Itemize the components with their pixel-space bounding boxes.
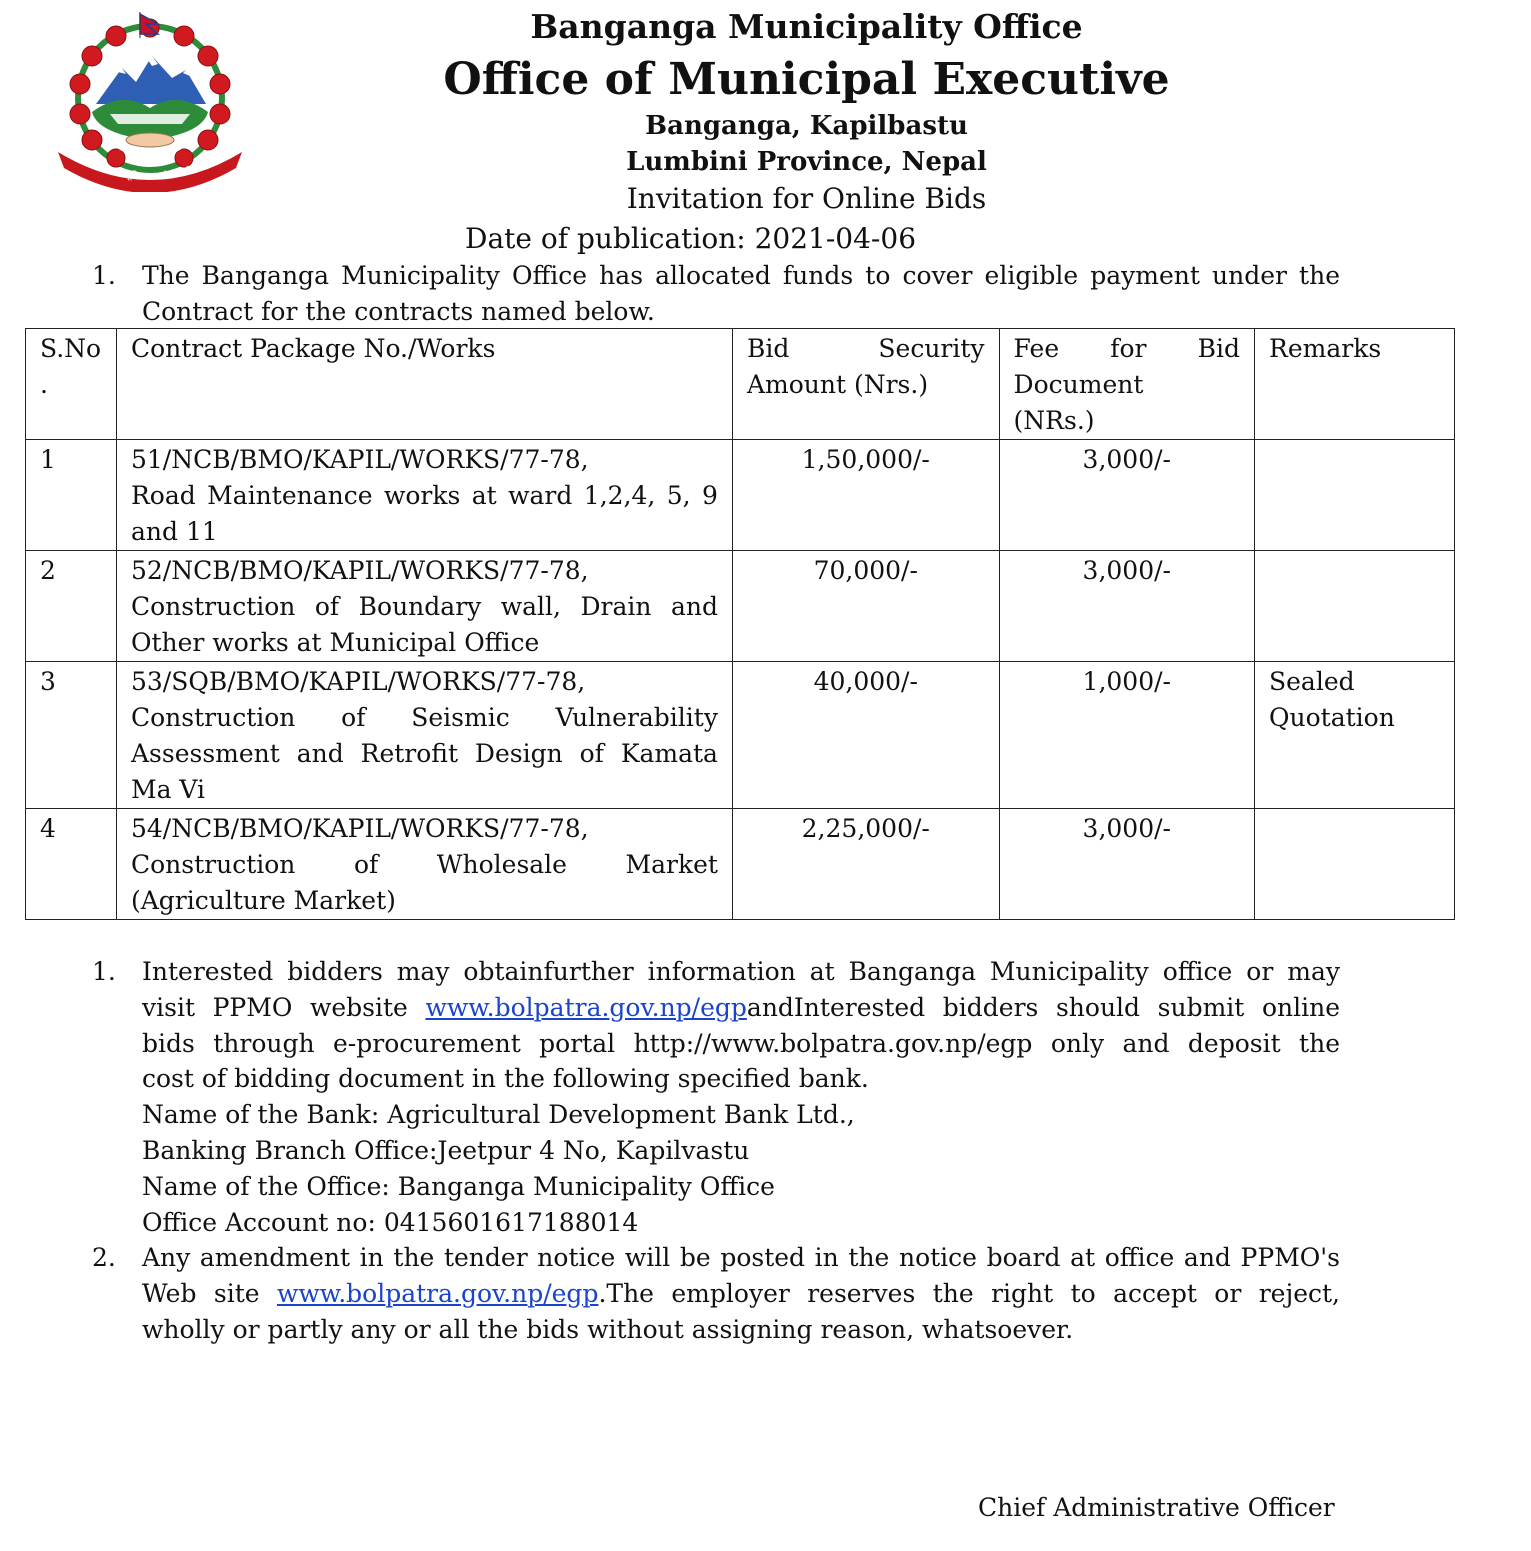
table-row xyxy=(26,662,1455,809)
header-sno-text: S.No xyxy=(40,334,102,363)
intro-line-2: Contract for the contracts named below. xyxy=(142,296,655,326)
row-sno: 1 xyxy=(26,440,117,551)
row-remarks xyxy=(1255,809,1455,920)
info-line-2 xyxy=(142,990,1340,1026)
row-fee: 3,000/- xyxy=(999,809,1254,920)
header-bid-security xyxy=(732,329,999,440)
row-fee: 3,000/- xyxy=(999,551,1254,662)
emblem-motto: जननी जन्मभूमिश्च स्वर्गादपि गरीयसी xyxy=(88,159,207,183)
header-bid-security-c: Amount (Nrs.) xyxy=(746,370,929,399)
header-bid-security-a: Bid xyxy=(746,334,790,363)
nepal-government-emblem-icon xyxy=(52,12,248,192)
header-bid-security-b: Security xyxy=(878,334,985,363)
table-row xyxy=(26,551,1455,662)
row-package-no: 53/SQB/BMO/KAPIL/WORKS/77-78, xyxy=(130,667,586,696)
info-line-3: bids through e-procurement portal http://www.bolpatra.gov.np/egp only and deposit the xyxy=(142,1028,1340,1058)
row-remarks xyxy=(1255,551,1455,662)
header-fee-b: for xyxy=(1110,334,1147,363)
header-sno-dot: . xyxy=(40,370,48,399)
row-remarks xyxy=(1255,662,1455,809)
table-header-row xyxy=(26,329,1455,440)
row-work-line-2: Assessment and Retrofit Design of Kamata xyxy=(130,739,718,768)
executive-title: Office of Municipal Executive xyxy=(443,54,1170,105)
row-sno: 4 xyxy=(26,809,117,920)
row-bid-security: 70,000/- xyxy=(732,551,999,662)
row-work-line-3: Ma Vi xyxy=(130,775,206,804)
row-package-no: 52/NCB/BMO/KAPIL/WORKS/77-78, xyxy=(130,556,589,585)
notice-title: Invitation for Online Bids xyxy=(626,182,987,215)
row-package xyxy=(116,551,732,662)
table-row xyxy=(26,809,1455,920)
row-remarks xyxy=(1255,440,1455,551)
row-sno: 2 xyxy=(26,551,117,662)
amendment-number: 2. xyxy=(92,1243,116,1272)
office-province: Lumbini Province, Nepal xyxy=(626,147,987,177)
row-work-line-2: Other works at Municipal Office xyxy=(130,628,540,657)
info-line-4: cost of bidding document in the following specified bank. xyxy=(142,1064,869,1094)
bolpatra-link-2[interactable]: www.bolpatra.gov.np/egp xyxy=(276,1278,599,1308)
header-remarks: Remarks xyxy=(1255,329,1455,440)
row-package xyxy=(116,809,732,920)
table-row xyxy=(26,440,1455,551)
row-package xyxy=(116,440,732,551)
row-work-line-1: Construction of Seismic Vulnerability xyxy=(130,703,718,732)
row-bid-security: 40,000/- xyxy=(732,662,999,809)
row-work-line-1: Road Maintenance works at ward 1,2,4, 5, 9 xyxy=(130,481,718,510)
row-package-no: 51/NCB/BMO/KAPIL/WORKS/77-78, xyxy=(130,445,589,474)
header-sno xyxy=(26,329,117,440)
header-package: Contract Package No./Works xyxy=(116,329,732,440)
signature-title: Chief Administrative Officer xyxy=(978,1493,1335,1522)
amendment-line-2-pre: Web site xyxy=(142,1278,277,1308)
bids-table xyxy=(25,328,1455,920)
intro-number: 1. xyxy=(92,261,116,290)
row-fee: 1,000/- xyxy=(999,662,1254,809)
publication-date: Date of publication: 2021-04-06 xyxy=(465,222,917,255)
row-fee: 3,000/- xyxy=(999,440,1254,551)
row-work-line-1: Construction of Boundary wall, Drain and xyxy=(130,592,718,621)
header-fee-c: Bid xyxy=(1197,334,1241,363)
info-line-2-post: andInterested bidders should submit online xyxy=(746,992,1341,1022)
header-fee-d: Document xyxy=(1013,370,1144,399)
header-fee-a: Fee xyxy=(1013,334,1060,363)
amendment-line-3: wholly or partly any or all the bids without assigning reason, whatsoever. xyxy=(142,1314,1074,1344)
info-line-1: Interested bidders may obtainfurther information at Banganga Municipality office or may xyxy=(142,957,1340,986)
intro-line-1: The Banganga Municipality Office has allocated funds to cover eligible payment under the xyxy=(142,261,1340,290)
row-remarks-line-2: Quotation xyxy=(1269,703,1395,732)
row-bid-security: 2,25,000/- xyxy=(732,809,999,920)
amendment-line-1: Any amendment in the tender notice will be posted in the notice board at office and PPMO's xyxy=(142,1243,1340,1272)
row-work-line-1: Construction of Wholesale Market xyxy=(130,850,718,879)
row-remarks-line-1: Sealed xyxy=(1269,667,1355,696)
row-work-line-2: and 11 xyxy=(130,517,218,546)
row-package xyxy=(116,662,732,809)
account-number: Office Account no: 0415601617188014 xyxy=(142,1207,639,1237)
info-number: 1. xyxy=(92,957,116,986)
bolpatra-link-1[interactable]: www.bolpatra.gov.np/egp xyxy=(425,992,747,1022)
bank-branch: Banking Branch Office:Jeetpur 4 No, Kapilvastu xyxy=(142,1135,750,1165)
bank-name: Name of the Bank: Agricultural Development Bank Ltd., xyxy=(142,1100,855,1130)
office-name: Banganga Municipality Office xyxy=(530,7,1083,46)
row-package-no: 54/NCB/BMO/KAPIL/WORKS/77-78, xyxy=(130,814,589,843)
row-work-line-2: (Agriculture Market) xyxy=(130,886,396,915)
row-bid-security: 1,50,000/- xyxy=(732,440,999,551)
header-fee xyxy=(999,329,1254,440)
amendment-line-2-post: .The employer reserves the right to accept or reject, xyxy=(598,1278,1340,1308)
header-fee-e: (NRs.) xyxy=(1013,406,1095,435)
office-location: Banganga, Kapilbastu xyxy=(645,111,968,141)
amendment-line-2 xyxy=(142,1276,1340,1312)
office-name-line: Name of the Office: Banganga Municipality Office xyxy=(142,1171,775,1201)
row-sno: 3 xyxy=(26,662,117,809)
info-line-2-pre: visit PPMO website xyxy=(142,992,426,1022)
